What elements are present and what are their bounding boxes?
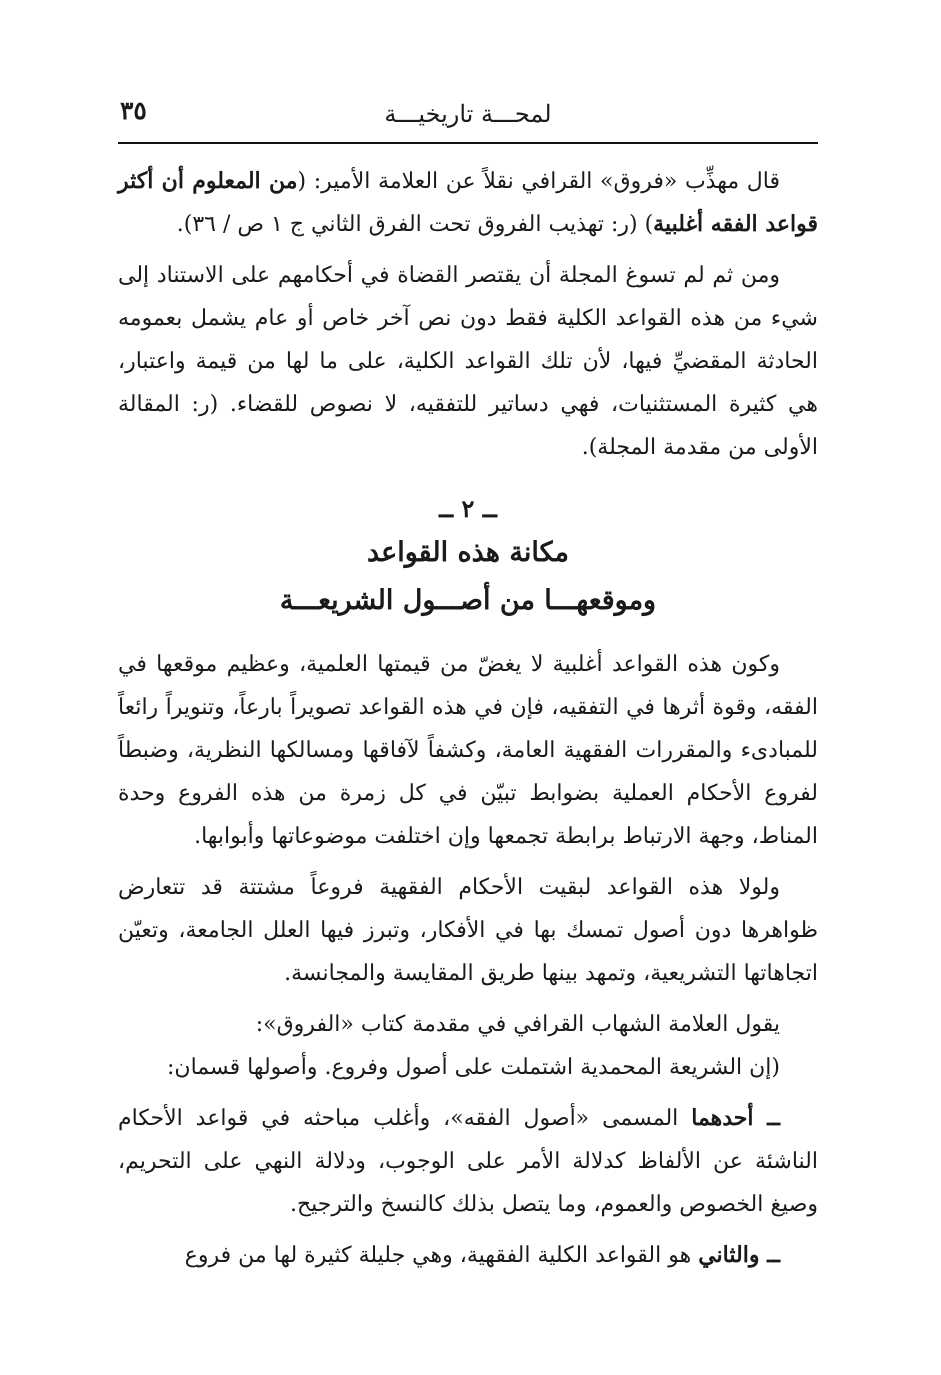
paragraph-text: قال مهذِّب «فروق» القرافي نقلاً عن العلامة الأمير: ( <box>297 169 780 194</box>
bold-quote: من المعلوم أن أكثر قواعد الفقه أغلبية <box>118 168 818 237</box>
section-title-line-1: مكانة هذه القواعد <box>366 537 570 568</box>
paragraph-without-rules: ولولا هذه القواعد لبقيت الأحكام الفقهية فروعاً مشتتة قد تتعارض ظواهرها دون أصول تمسك بها في الأفكار، وتبرز فيها العلل الجامعة، وتعيّن اتجاهاتها التشريعية، وتمهد بينها طريق المقايسة والمجانسة. <box>118 875 818 986</box>
section-heading <box>118 489 818 625</box>
paragraph-qarafi-quote: (إن الشريعة المحمدية اشتملت على أصول وفروع. وأصولها قسمان: <box>167 1055 780 1080</box>
paragraph-text: ) (ر: تهذيب الفروق تحت الفرق الثاني ج ١ ص / ٣٦). <box>176 212 654 237</box>
bold-lead: ــ والثاني <box>698 1242 780 1268</box>
paragraph-quote-muhadhdhib <box>118 160 818 246</box>
paragraph-majalla: ومن ثم لم تسوغ المجلة أن يقتصر القضاة في أحكامهم على الاستناد إلى شيء من هذه القواعد الكلية فقط دون نص آخر خاص أو عام يشمل بعمومه الحادثة المقضيِّ فيها، لأن تلك القواعد الكلية، على ما لها من قيمة واعتبار، هي كثيرة المستثنيات، فهي دساتير للتفقيه، لا نصوص للقضاء. (ر: المقالة الأولى من مقدمة المجلة). <box>118 263 818 460</box>
page-body <box>118 160 818 1285</box>
header-rule <box>118 142 818 144</box>
paragraph-status-of-rules: وكون هذه القواعد أغلبية لا يغضّ من قيمتها العلمية، وعظيم موقعها في الفقه، وقوة أثرها في التفقيه، فإن في هذه القواعد تصويراً بارعاً، وتنويراً رائعاً للمبادىء والمقررات الفقهية العامة، وكشفاً لآفاقها ومسالكها النظرية، وضبطاً لفروع الأحكام العملية بضوابط تبيّن في كل زمرة من هذه الفروع وحدة المناط، وجهة الارتباط برابطة تجمعها وإن اختلفت موضوعاتها وأبوابها. <box>118 652 818 849</box>
book-page <box>118 0 818 1375</box>
bold-lead: ــ أحدهما <box>691 1105 781 1131</box>
paragraph-text: هو القواعد الكلية الفقهية، وهي جليلة كثيرة لها من فروع <box>184 1243 699 1268</box>
paragraph-first-kind <box>118 1097 818 1226</box>
section-number: ــ ٢ ــ <box>439 494 497 523</box>
running-header <box>118 96 818 136</box>
running-title: لمحـــة تاريخيـــة <box>384 100 552 128</box>
paragraph-text: المسمى «أصول الفقه»، وأغلب مباحثه في قواعد الأحكام الناشئة عن الألفاظ كدلالة الأمر على الوجوب، ودلالة النهي على التحريم، وصيغ الخصوص والعموم، وما يتصل بذلك كالنسخ والترجيح. <box>118 1106 818 1217</box>
paragraph-second-kind <box>118 1234 818 1277</box>
section-title-line-2: وموقعهـــا من أصـــول الشريعـــة <box>279 585 657 616</box>
page-number: ٣٥ <box>120 96 147 125</box>
paragraph-qarafi-intro: يقول العلامة الشهاب القرافي في مقدمة كتاب «الفروق»: <box>255 1012 780 1037</box>
